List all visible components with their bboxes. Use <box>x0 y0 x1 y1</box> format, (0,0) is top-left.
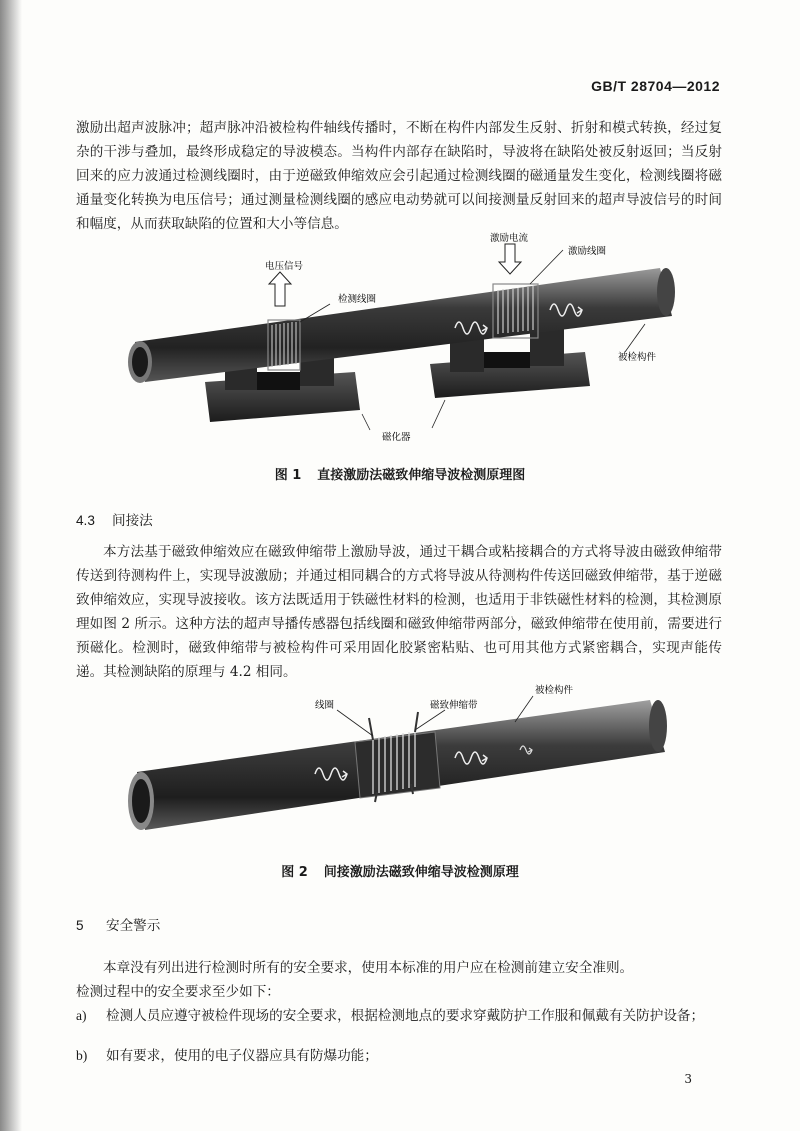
standard-code: GB/T 28704—2012 <box>591 78 720 94</box>
excite-current-arrow <box>499 244 521 274</box>
section-5-number: 5 <box>76 918 84 933</box>
page-number: 3 <box>684 1072 692 1086</box>
section-4-3-title: 间接法 <box>112 513 153 528</box>
figure-2-caption <box>0 861 800 880</box>
figure-2-title: 间接激励法磁致伸缩导波检测原理 <box>323 865 519 880</box>
label-magnetizer: 磁化器 <box>382 432 411 443</box>
section-5-title: 安全警示 <box>106 918 161 933</box>
figure-1-caption <box>0 464 800 483</box>
figure-1-number: 图 1 <box>274 468 302 483</box>
label-test-member: 被检构件 <box>618 352 657 363</box>
paragraph-indirect-method: 本方法基于磁致伸缩效应在磁致伸缩带上激励导波，通过干耦合或粘接耦合的方式将导波由磁致伸缩带传送到待测构件上，实现导波激励；并通过相同耦合的方式将导波从待测构件传送回磁致伸缩带，基于逆磁致伸缩效应，实现导波接收。该方法既适用于铁磁性材料的检测，也适用于非铁磁性材料的检测，其检测原理如图 2 所示。这种方法的超声导播传感器包括线圈和磁致伸缩带两部分，磁致伸缩带在使用前，需要进行预磁化。检测时，磁致伸缩带与被检构件可采用固化胶紧密粘贴、也可用其他方式紧密耦合，实现声能传递。其检测缺陷的原理与 4.2 相同。 <box>76 544 722 680</box>
figure-1-title: 直接激励法磁致伸缩导波检测原理图 <box>317 468 526 483</box>
section-4-3-heading <box>76 509 153 529</box>
pipe <box>128 268 675 383</box>
label-test-member-2: 被检构件 <box>535 685 574 696</box>
label-detect-coil: 检测线圈 <box>338 294 377 305</box>
paragraph-principle-continued: 激励出超声波脉冲；超声脉冲沿被检构件轴线传播时，不断在构件内部发生反射、折射和模式转换，经过复杂的干涉与叠加，最终形成稳定的导波模态。当构件内部存在缺陷时，导波将在缺陷处被反射返回；当反射回来的应力波通过检测线圈时，由于逆磁致伸缩效应会引起通过检测线圈的磁通量发生变化，检测线圈将磁通量变化转换为电压信号；通过测量检测线圈的感应电动势就可以间接测量反射回来的超声导波信号的时间和幅度，从而获取缺陷的位置和大小等信息。 <box>76 120 722 232</box>
voltage-signal-arrow <box>269 272 291 306</box>
label-voltage-signal: 电压信号 <box>265 261 304 272</box>
list-marker: a) <box>76 1008 87 1023</box>
section-5-heading <box>76 914 160 934</box>
paragraph-safety-requirements: 检测过程中的安全要求至少如下： <box>76 984 280 1000</box>
figure-2-number: 图 2 <box>281 865 308 880</box>
paragraph-safety-intro: 本章没有列出进行检测时所有的安全要求，使用本标准的用户应在检测前建立安全准则。 <box>103 960 634 976</box>
section-4-3-number: 4.3 <box>76 513 95 528</box>
figure-2-diagram <box>115 680 685 850</box>
list-text: 如有要求，使用的电子仪器应具有防爆功能； <box>106 1048 378 1064</box>
list-item <box>76 1044 722 1068</box>
list-marker: b) <box>76 1048 88 1063</box>
list-item <box>76 1004 722 1028</box>
label-excite-current: 激励电流 <box>490 233 529 244</box>
figure-1-diagram <box>100 232 700 452</box>
label-strip: 磁致伸缩带 <box>430 700 478 711</box>
label-coil: 线圈 <box>315 700 335 711</box>
label-excite-coil: 激励线圈 <box>568 246 607 257</box>
list-text: 检测人员应遵守被检件现场的安全要求，根据检测地点的要求穿戴防护工作服和佩戴有关防护设备； <box>106 1008 705 1024</box>
scan-edge-shadow <box>0 0 22 1131</box>
